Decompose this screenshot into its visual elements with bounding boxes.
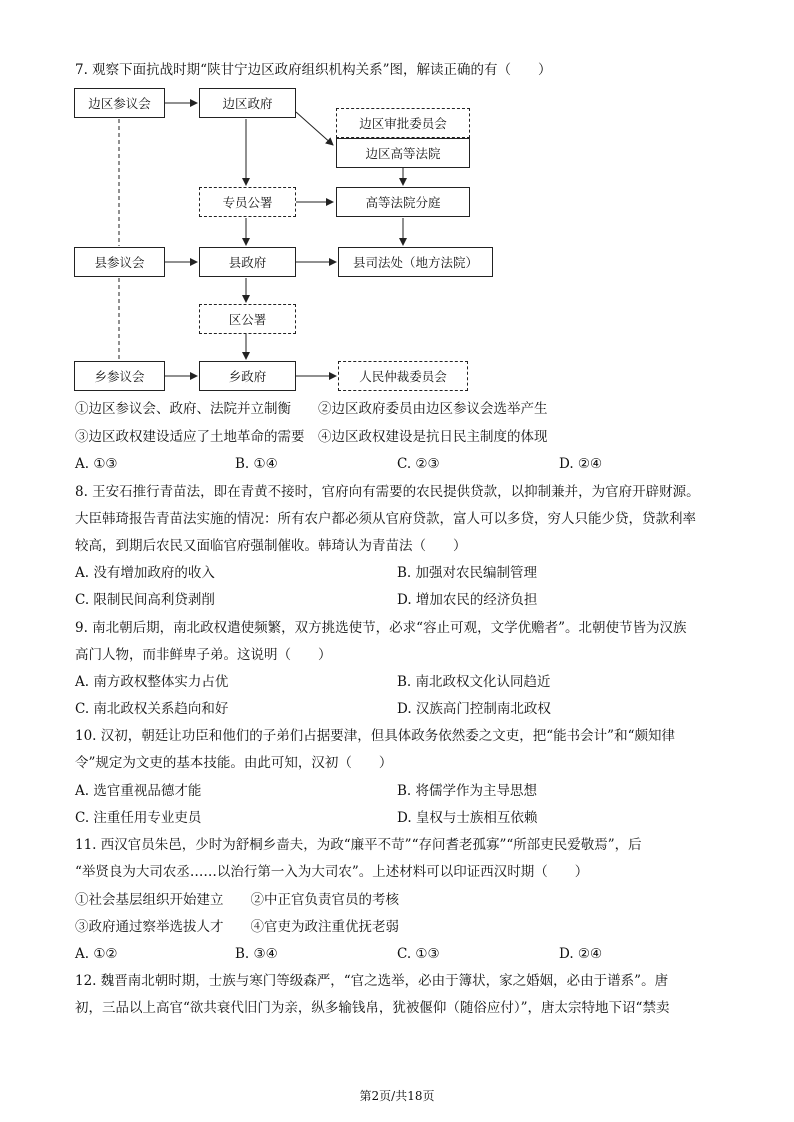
- q9-option-c[interactable]: C. 南北政权关系趋向和好: [75, 701, 229, 717]
- q9-stem-line-1: 9. 南北朝后期，南北政权遣使频繁，双方挑选使节，必求“容止可观，文学优赡者”。北朝使节皆为汉族: [75, 620, 687, 636]
- q8-option-d[interactable]: D. 增加农民的经济负担: [397, 592, 538, 608]
- q7-stem: 7. 观察下面抗战时期“陕甘宁边区政府组织机构关系”图，解读正确的有（ ）: [75, 62, 552, 78]
- q12-stem-line-1: 12. 魏晋南北朝时期，士族与寒门等级森严，“官之选举，必由于簿状，家之婚姻，必由于谱系”。唐: [75, 973, 669, 989]
- q8-stem-line-2: 大臣韩琦报告青苗法实施的情况：所有农户都必须从官府贷款，富人可以多贷，穷人只能少贷，贷款利率: [75, 511, 696, 527]
- q7-option-d[interactable]: D. ②④: [559, 456, 603, 472]
- q11-option-d[interactable]: D. ②④: [559, 946, 603, 962]
- q7-statement-2: ③边区政权建设适应了土地革命的需要 ④边区政权建设是抗日民主制度的体现: [75, 429, 548, 445]
- q11-stem-line-2: “举贤良为大司农丞……以治行第一入为大司农”。上述材料可以印证西汉时期（ ）: [75, 864, 589, 880]
- box-xian-sifa: 县司法处（地方法院）: [338, 247, 493, 277]
- arrow-zhengfu-to-gaodeng: [296, 112, 333, 145]
- box-renmin-zhongcai: 人民仲裁委员会: [338, 361, 468, 391]
- q11-option-a[interactable]: A. ①②: [75, 946, 118, 962]
- q8-option-b[interactable]: B. 加强对农民编制管理: [397, 565, 538, 581]
- q8-stem-line-3: 较高，到期后农民又面临官府强制催收。韩琦认为青苗法（ ）: [75, 538, 467, 554]
- box-xiang-zhengfu: 乡政府: [199, 361, 296, 391]
- q8-stem-line-1: 8. 王安石推行青苗法，即在青黄不接时，官府向有需要的农民提供贷款，以抑制兼并，为官府开辟财源。: [75, 484, 700, 500]
- page-footer: 第2页/共18页: [359, 1089, 435, 1103]
- q9-option-d[interactable]: D. 汉族高门控制南北政权: [397, 701, 551, 717]
- q10-option-c[interactable]: C. 注重任用专业吏员: [75, 810, 202, 826]
- q11-option-b[interactable]: B. ③④: [235, 946, 278, 962]
- box-qu-gongshu: 区公署: [199, 304, 296, 334]
- q11-stem-line-1: 11. 西汉官员朱邑，少时为舒桐乡啬夫，为政“廉平不苛”“存问耆老孤寡”“所部吏民爱敬焉”，后: [75, 837, 642, 853]
- box-bianqu-gaodeng: 边区高等法院: [336, 138, 470, 168]
- q11-option-c[interactable]: C. ①③: [397, 946, 440, 962]
- box-xiang-canyihui: 乡参议会: [74, 361, 165, 391]
- q10-stem-line-2: 令”规定为文吏的基本技能。由此可知，汉初（ ）: [75, 755, 393, 771]
- q8-option-c[interactable]: C. 限制民间高利贷剥削: [75, 592, 215, 608]
- q7-option-c[interactable]: C. ②③: [397, 456, 440, 472]
- box-xian-canyihui: 县参议会: [74, 247, 165, 277]
- q10-stem-line-1: 10. 汉初，朝廷让功臣和他们的子弟们占据要津，但具体政务依然委之文吏，把“能书会计”和“颇知律: [75, 728, 675, 744]
- box-gaodeng-fenting: 高等法院分庭: [336, 187, 470, 217]
- q10-option-d[interactable]: D. 皇权与士族相互依赖: [397, 810, 538, 826]
- q7-statement-1: ①边区参议会、政府、法院并立制衡 ②边区政府委员由边区参议会选举产生: [75, 401, 548, 417]
- q9-option-b[interactable]: B. 南北政权文化认同趋近: [397, 674, 551, 690]
- q12-stem-line-2: 初，三品以上高官“欲共衰代旧门为亲，纵多输钱帛，犹被偃仰（随俗应付）”，唐太宗特地下诏“禁卖: [75, 1000, 670, 1016]
- box-zhuanyuan-gongshu: 专员公署: [199, 187, 296, 217]
- q7-option-b[interactable]: B. ①④: [235, 456, 278, 472]
- q11-statement-2: ③政府通过察举选拔人才 ④官吏为政注重优抚老弱: [75, 919, 399, 935]
- q11-statement-1: ①社会基层组织开始建立 ②中正官负责官员的考核: [75, 892, 399, 908]
- q9-option-a[interactable]: A. 南方政权整体实力占优: [75, 674, 229, 690]
- q8-option-a[interactable]: A. 没有增加政府的收入: [75, 565, 215, 581]
- box-bianqu-canyihui: 边区参议会: [74, 88, 165, 118]
- box-xian-zhengfu: 县政府: [199, 247, 296, 277]
- box-bianqu-zhengfu: 边区政府: [199, 88, 296, 118]
- q7-option-a[interactable]: A. ①③: [75, 456, 118, 472]
- q10-option-a[interactable]: A. 选官重视品德才能: [75, 783, 202, 799]
- q9-stem-line-2: 高门人物，而非鲜卑子弟。这说明（ ）: [75, 647, 332, 663]
- q10-option-b[interactable]: B. 将儒学作为主导思想: [397, 783, 538, 799]
- box-bianqu-shenpi: 边区审批委员会: [336, 108, 470, 138]
